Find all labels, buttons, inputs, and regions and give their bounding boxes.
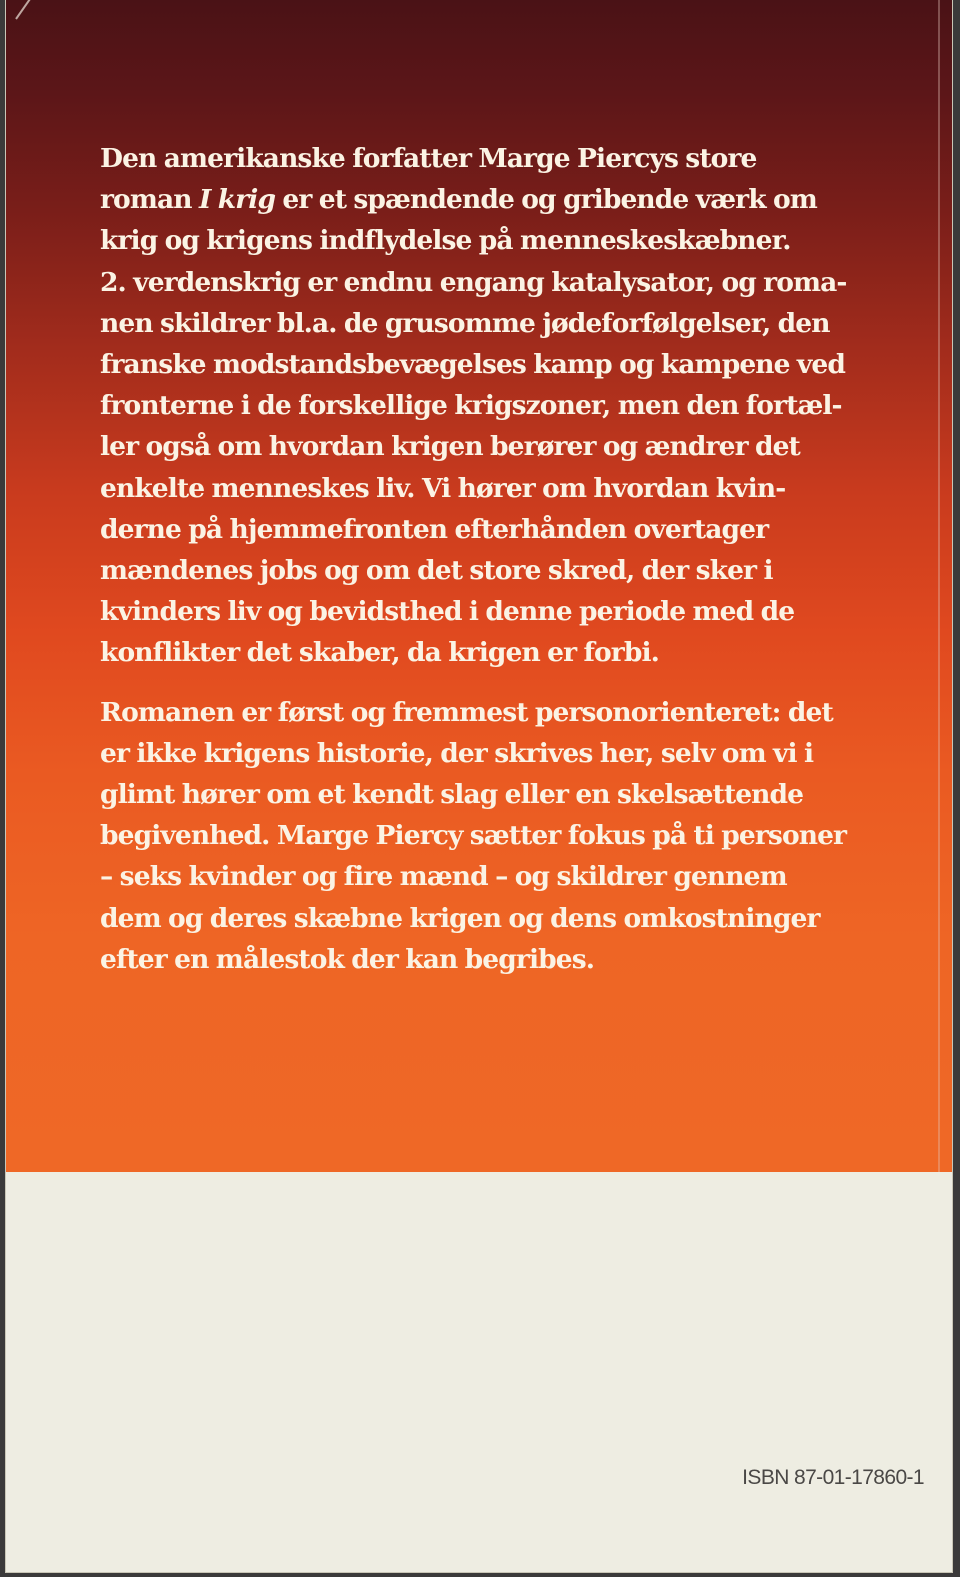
book-back-cover xyxy=(6,0,952,1572)
blurb-line: dem og deres skæbne krigen og dens omkostninger xyxy=(100,902,820,934)
blurb-line: 2. verdenskrig er endnu engang katalysator, og roma- xyxy=(100,266,847,298)
blurb-line: derne på hjemmefronten efterhånden overtager xyxy=(100,513,769,545)
blurb-line: er ikke krigens historie, der skrives her, selv om vi i xyxy=(100,737,814,769)
blurb-line: begivenhed. Marge Piercy sætter fokus på ti personer xyxy=(100,820,847,852)
blurb-line: franske modstandsbevægelses kamp og kampene ved xyxy=(100,349,846,381)
blurb-line: – seks kvinder og fire mænd – og skildrer gennem xyxy=(100,861,787,893)
book-title-italic: I krig xyxy=(198,184,276,216)
cover-edge-wear xyxy=(938,0,940,1172)
blurb-line: kvinders liv og bevidsthed i denne periode med de xyxy=(100,596,795,628)
blurb-line: ler også om hvordan krigen berører og ændrer det xyxy=(100,431,800,463)
blurb-line-part: roman xyxy=(100,184,199,216)
blurb-paragraph-1 xyxy=(100,138,920,674)
isbn-number: ISBN 87-01-17860-1 xyxy=(742,1466,924,1489)
blurb-line: fronterne i de forskellige krigszoner, men den fortæl- xyxy=(100,390,842,422)
blurb-paragraph-2 xyxy=(100,692,920,980)
blurb-line: nen skildrer bl.a. de grusomme jødeforfølgelser, den xyxy=(100,307,830,339)
blurb-line-part: er et spændende og gribende værk om xyxy=(275,184,817,216)
blurb-text xyxy=(100,138,920,980)
blurb-line: krig og krigens indflydelse på menneskeskæbner. xyxy=(100,225,791,257)
blurb-line: Den amerikanske forfatter Marge Piercys store xyxy=(100,143,757,174)
blurb-line xyxy=(100,179,920,220)
blurb-line: glimt hører om et kendt slag eller en skelsættende xyxy=(100,779,804,811)
blurb-line: mændenes jobs og om det store skred, der sker i xyxy=(100,555,773,587)
blurb-line: efter en målestok der kan begribes. xyxy=(100,943,595,975)
blurb-line: enkelte menneskes liv. Vi hører om hvordan kvin- xyxy=(100,472,786,504)
blurb-line: konflikter det skaber, da krigen er forbi. xyxy=(100,637,659,669)
blurb-line: Romanen er først og fremmest personorienteret: det xyxy=(100,696,833,728)
